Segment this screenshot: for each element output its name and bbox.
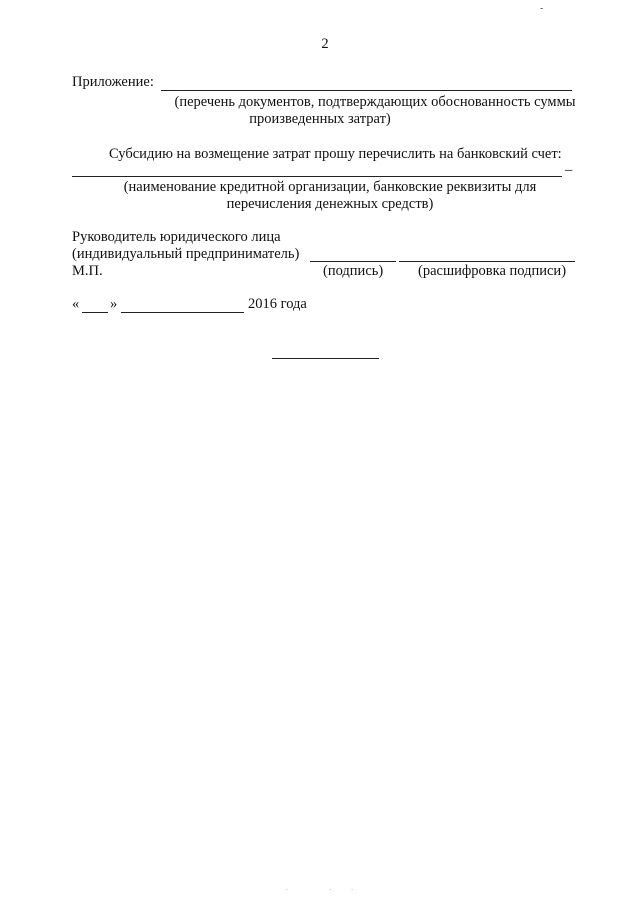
- scan-corner-mark: -: [540, 3, 544, 14]
- signature-decoding-caption: (расшифровка подписи): [418, 263, 567, 279]
- date-open-quote: «: [72, 296, 80, 312]
- date-day-input-line: [82, 312, 108, 313]
- date-close-quote: »: [110, 296, 118, 312]
- scan-bottom-marks: . ..: [286, 884, 373, 892]
- date-month-input-line: [121, 312, 244, 313]
- bank-account-trailing-dash: –: [565, 162, 573, 178]
- signature-caption: (подпись): [323, 263, 384, 279]
- signature-decoding-input-line: [399, 261, 575, 262]
- page-number: 2: [321, 36, 329, 52]
- bank-caption-line1: (наименование кредитной организации, банковские реквизиты для: [123, 179, 537, 195]
- signature-input-line: [310, 261, 396, 262]
- signature-role-line1: Руководитель юридического лица: [72, 229, 281, 245]
- date-year-text: 2016 года: [248, 296, 307, 312]
- subsidy-request-text: Субсидию на возмещение затрат прошу перечислить на банковский счет:: [109, 146, 562, 162]
- bank-account-input-line: [72, 176, 562, 177]
- appendix-label: Приложение:: [72, 74, 154, 90]
- appendix-input-line: [161, 90, 572, 91]
- stamp-label: М.П.: [72, 263, 103, 279]
- bank-caption-line2: перечисления денежных средств): [226, 196, 434, 212]
- appendix-caption-line2: произведенных затрат): [249, 111, 391, 127]
- signature-role-line2: (индивидуальный предприниматель): [72, 246, 300, 262]
- end-separator-line: [272, 358, 379, 359]
- appendix-caption-line1: (перечень документов, подтверждающих обоснованность суммы: [174, 94, 576, 110]
